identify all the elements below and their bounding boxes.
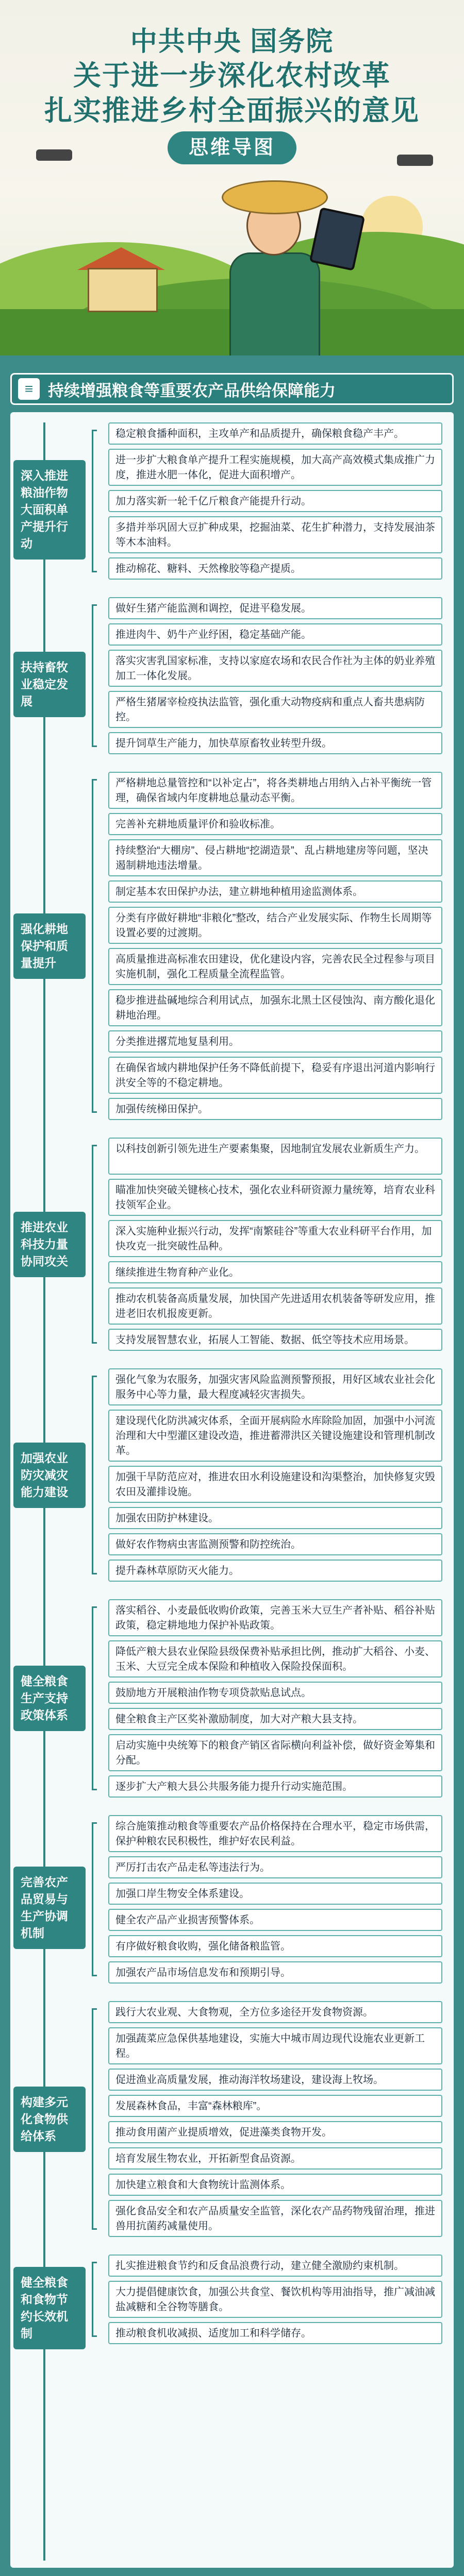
house-decoration [88,268,158,312]
mindmap-item: 严格生猪屠宰检疫执法监管，强化重大动物疫病和重点人畜共患病防控。 [108,691,442,728]
mindmap-item: 健全农产品产业损害预警体系。 [108,1909,442,1931]
mindmap-item: 促进渔业高质量发展，推动海洋牧场建设，建设海上牧场。 [108,2069,442,2091]
mindmap-item: 严格耕地总量管控和“以补定占”，将各类耕地占用纳入占补平衡统一管理，确保省域内年度耕地总量动态平衡。 [108,772,442,809]
mindmap-category: 健全粮食生产支持政策体系 [13,1666,86,1731]
mindmap-item: 加强农田防护林建设。 [108,1507,442,1529]
mindmap-category: 扶持畜牧业稳定发展 [13,652,86,717]
mindmap-item: 以科技创新引领先进生产要素集聚，因地制宜发展农业新质生产力。 [108,1138,442,1175]
mindmap-bracket [92,779,97,1113]
mindmap-item: 加强干旱防范应对，推进农田水利设施建设和沟渠整治，加快修复灾毁农田及灌排设施。 [108,1466,442,1503]
mindmap-bracket [92,2008,97,2230]
mindmap-item: 推动棉花、糖料、天然橡胶等稳产提质。 [108,557,442,580]
title-line-1: 中共中央 国务院 [130,27,334,57]
section-title: 持续增强粮食等重要农产品供给保障能力 [48,381,336,400]
mindmap-item: 践行大农业观、大食物观，全方位多途径开发食物资源。 [108,2001,442,2023]
title-line-3: 扎实推进乡村全面振兴的意见 [44,95,420,126]
mindmap-item: 分类有序做好耕地“非粮化”整改，结合产业发展实际、作物生长周期等设置必要的过渡期。 [108,907,442,944]
mindmap-item: 启动实施中央统筹下的粮食产销区省际横向利益补偿，做好资金筹集和分配。 [108,1734,442,1771]
mindmap-item: 降低产粮大县农业保险县级保费补贴承担比例，推动扩大稻谷、小麦、玉米、大豆完全成本保险和种植收入保险投保面积。 [108,1640,442,1677]
mindmap-category: 加强农业防灾减灾能力建设 [13,1443,86,1508]
drone-icon [397,155,433,166]
mindmap-item: 健全粮食主产区奖补激励制度，加大对产粮大县支持。 [108,1708,442,1730]
mindmap-item: 加快建立粮食和大食物统计监测体系。 [108,2174,442,2196]
title-line-2: 关于进一步深化农村改革 [73,60,391,91]
mindmap-category: 完善农产品贸易与生产协调机制 [13,1867,86,1949]
mindmap-item: 推进肉牛、奶牛产业纾困，稳定基础产能。 [108,623,442,646]
mindmap-category: 推进农业科技力量协同攻关 [13,1212,86,1277]
mindmap-bracket [92,1606,97,1790]
mindmap-item: 推动食用菌产业提质增效，促进藻类食物开发。 [108,2121,442,2143]
mindmap-bracket [92,430,97,572]
mindmap-bracket [92,604,97,747]
mindmap-item: 瞄准加快突破关键核心技术，强化农业科研资源力量统筹，培育农业科技领军企业。 [108,1179,442,1216]
mindmap-item: 综合施策推动粮食等重要农产品价格保持在合理水平，稳定市场供需，保护种粮农民积极性，维护好农民利益。 [108,1815,442,1852]
mindmap-category: 深入推进粮油作物大面积单产提升行动 [13,460,86,560]
mindmap-item: 强化气象为农服务，加强灾害风险监测预警预报，用好区域农业社会化服务中心等力量，最大程度减轻灾害损失。 [108,1368,442,1405]
mindmap-card [10,412,454,2568]
mindmap-bracket [92,1145,97,1344]
farmer-illustration [229,252,320,355]
mindmap-item: 多措并举巩固大豆扩种成果，挖掘油菜、花生扩种潜力，支持发展油茶等木本油料。 [108,516,442,553]
mindmap-item: 推动农机装备高质量发展，加快国产先进适用农机装备等研发应用，推进老旧农机报废更新。 [108,1287,442,1325]
mindmap-item: 大力提倡健康饮食，加强公共食堂、餐饮机构等用油指导，推广减油减盐减糖和全谷物等膳食。 [108,2281,442,2318]
mindmap-category: 构建多元化食物供给体系 [13,2087,86,2152]
mindmap-item: 严厉打击农产品走私等违法行为。 [108,1856,442,1878]
header-banner [0,0,464,355]
page-footer [0,2571,464,2576]
mindmap-bracket [92,1376,97,1574]
mindmap-category: 健全粮食和食物节约长效机制 [13,2267,86,2349]
mindmap-item: 分类推进撂荒地复垦利用。 [108,1030,442,1053]
mindmap-item: 加强蔬菜应急保供基地建设，实施大中城市周边现代设施农业更新工程。 [108,2027,442,2064]
drone-icon [36,149,72,161]
mindmap-item: 加强传统梯田保护。 [108,1098,442,1120]
mindmap-item: 做好农作物病虫害监测预警和防控统治。 [108,1533,442,1555]
mindmap-item: 稳步推进盐碱地综合利用试点，加强东北黑土区侵蚀沟、南方酸化退化耕地治理。 [108,989,442,1026]
mindmap-item: 稳定粮食播种面积，主攻单产和品质提升，确保粮食稳产丰产。 [108,422,442,445]
mindmap-item: 培育发展生物农业，开拓新型食品资源。 [108,2147,442,2170]
mindmap-item: 在确保省域内耕地保护任务不降低前提下，稳妥有序退出河道内影响行洪安全等的不稳定耕地。 [108,1057,442,1094]
mindmap-bracket [92,1822,97,1976]
mindmap-item: 加强农产品市场信息发布和预期引导。 [108,1961,442,1984]
mindmap-item: 完善补充耕地质量评价和验收标准。 [108,813,442,835]
mindmap-item: 进一步扩大粮食单产提升工程实施规模，加大高产高效模式集成推广力度，推进水肥一体化，促进大面积增产。 [108,449,442,486]
mindmap-item: 持续整治“大棚房”、侵占耕地“挖湖造景”、乱占耕地建房等问题，坚决遏制耕地违法增量。 [108,839,442,876]
mindmap-item: 强化食品安全和农产品质量安全监管，深化农产品药物残留治理，推进兽用抗菌药减量使用。 [108,2200,442,2237]
mindmap-badge: 思维导图 [168,131,296,164]
mindmap-item: 建设现代化防洪减灾体系，全面开展病险水库除险加固，加强中小河流治理和大中型灌区建设改造，推进蓄滞洪区关键设施建设和管理机制改革。 [108,1410,442,1462]
farmer-hat-illustration [222,180,328,214]
section-title-bar [10,373,454,405]
mindmap-item: 提升饲草生产能力，加快草原畜牧业转型升级。 [108,732,442,754]
mindmap-item: 有序做好粮食收购，强化储备粮监管。 [108,1935,442,1957]
mindmap-item: 落实灾害乳国家标准，支持以家庭农场和农民合作社为主体的奶业养殖加工一体化发展。 [108,650,442,687]
mindmap-item: 高质量推进高标准农田建设，优化建设内容，完善农民全过程参与项目实施机制，强化工程质量全流程监管。 [108,948,442,985]
mindmap-item: 推动粮食机收减损、适度加工和科学储存。 [108,2322,442,2344]
mindmap-item: 发展森林食品，丰富“森林粮库”。 [108,2095,442,2117]
mindmap-item: 加强口岸生物安全体系建设。 [108,1883,442,1905]
mindmap-item: 继续推进生物育种产业化。 [108,1261,442,1283]
mindmap-bracket [92,2262,97,2337]
mindmap-item: 加力落实新一轮千亿斤粮食产能提升行动。 [108,490,442,512]
list-icon: ≡ [18,378,40,400]
mindmap-item: 落实稻谷、小麦最低收购价政策，完善玉米大豆生产者补贴、稻谷补贴政策，稳定耕地地力保护补贴政策。 [108,1599,442,1636]
mindmap-item: 制定基本农田保护办法，建立耕地种植用途监测体系。 [108,880,442,903]
house-roof-decoration [77,247,165,270]
mindmap-item: 逐步扩大产粮大县公共服务能力提升行动实施范围。 [108,1775,442,1798]
mindmap-item: 做好生猪产能监测和调控，促进平稳发展。 [108,597,442,619]
mindmap-item: 提升森林草原防灭火能力。 [108,1560,442,1582]
mindmap-item: 支持发展智慧农业，拓展人工智能、数据、低空等技术应用场景。 [108,1329,442,1351]
mindmap-category: 强化耕地保护和质量提升 [13,913,86,979]
mindmap-item: 扎实推进粮食节约和反食品浪费行动，建立健全激励约束机制。 [108,2255,442,2277]
mindmap-item: 鼓励地方开展粮油作物专项贷款贴息试点。 [108,1682,442,1704]
mindmap-item: 深入实施种业振兴行动，发挥“南繁硅谷”等重大农业科研平台作用，加快攻克一批突破性品种。 [108,1220,442,1257]
